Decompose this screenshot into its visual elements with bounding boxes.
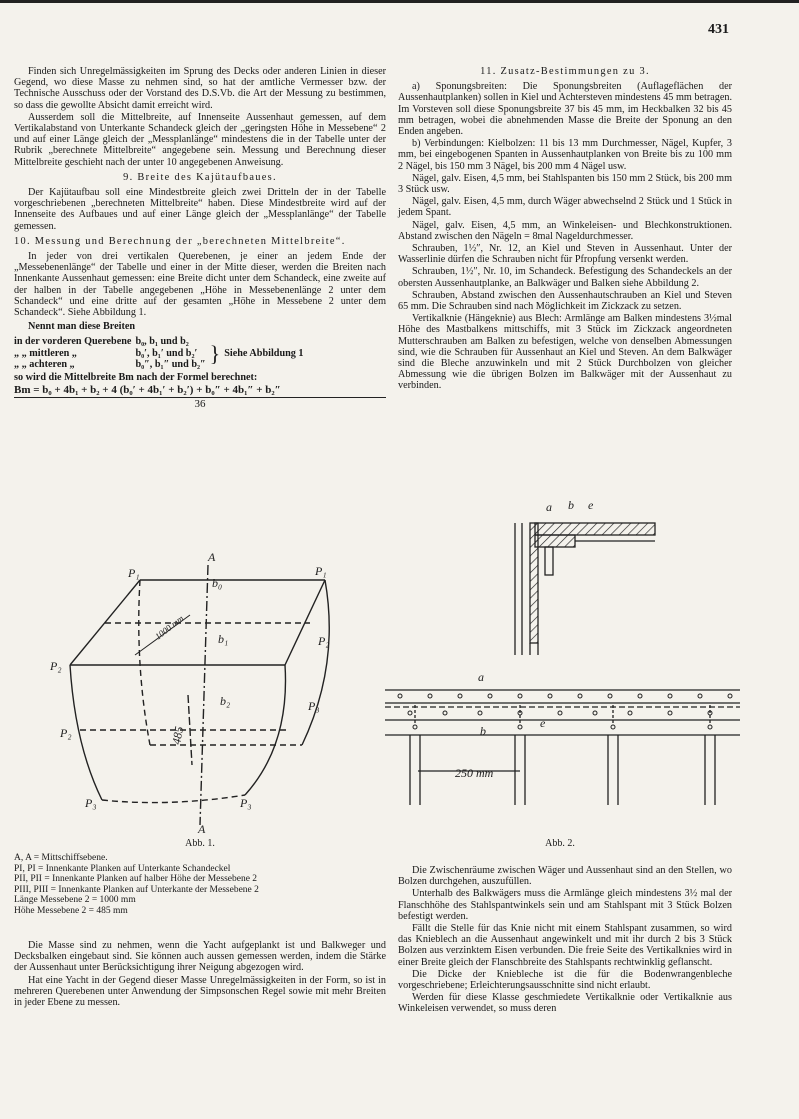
formula-numerator: Bm = b₀ + 4b₁ + b₂ + 4 (b₀′ + 4b₁′ + b₂′) + b₀″ + 4b₁″ + b₂″	[14, 385, 386, 398]
fig1-label-p2-lower: P₂	[60, 726, 72, 740]
fig1-label-p3-left: P₃	[85, 796, 97, 810]
section-9-text: Der Kajütaufbau soll eine Mindestbreite gleich zwei Dritteln der in der Tabelle vorgeschriebenen „berechneten Mittelbreite“ haben. Diese Mindestbreite wird auf der Innenseite des Aufbaues und auf einer Länge gleich der „Messplanlänge“ der Tabelle gemessen.	[14, 187, 386, 232]
nennt-line: Nennt man diese Breiten	[28, 321, 136, 333]
fig1-label-a-bottom: A	[198, 822, 206, 835]
right-paragraph: a) Sponungsbreiten: Die Sponungsbreiten (Auflageflächen der Aussenhautplanken) sollen in Kiel und Achtersteven mindestens 45 mm betragen. Im Vorsteven soll diese Sponungsbreite 37 bis 45 mm, im Heckbalken 32 bis 45 mm betragen, wobei die abnehmenden Masse die Breite der Sponung an den Enden angeben.	[398, 81, 732, 138]
querebene-label: „ „ achteren „	[14, 358, 75, 370]
figure-2-drawing	[370, 495, 760, 835]
legend-line: PII, PII = Innenkante Planken auf halber Höhe der Messebene 2	[14, 874, 258, 885]
left-column	[14, 66, 386, 411]
section-9-title: 9. Breite des Kajütaufbaues.	[123, 171, 277, 183]
figure-2-caption: Abb. 2.	[545, 838, 575, 849]
right-paragraph: b) Verbindungen: Kielbolzen: 11 bis 13 mm Durchmesser, Nägel, Kupfer, 3 mm, bei eingebogenen Spanten in Aussenhautplanken von Breite bis zu 100 mm 2 Nägel, bis 150 mm 3 Nägel, bis 200 mm 4 Nägel usw.	[398, 138, 732, 172]
fig2-label-dim: 250 mm	[455, 766, 494, 780]
right-closing-paragraph: Die Zwischenräume zwischen Wäger und Aussenhaut sind an den Stellen, wo Bolzen durchgehen, auszufüllen.	[398, 865, 732, 888]
legend-line: PIII, PIII = Innenkante Planken auf Unterkante der Messebene 2	[14, 884, 259, 895]
left-closing	[14, 940, 386, 1009]
querebene-values: b₀, b₁ und b₂	[135, 336, 189, 348]
fig1-label-p3-right: P₃	[308, 699, 320, 713]
fig2-label-a-lower: a	[478, 670, 484, 684]
closing-paragraph-2: Hat eine Yacht in der Gegend dieser Masse Unregelmässigkeiten in der Form, so ist in mehreren Querebenen unter Anwendung der Simpsonschen Regel sowie mit mehr Breiten in jeder Ebene zu messen.	[14, 974, 386, 1009]
fig2-label-b-top: b	[568, 498, 574, 512]
right-paragraph: Schrauben, 1½″, Nr. 10, im Schandeck. Befestigung des Schandeckels an der obersten Aussenhautplanke, an Balkwäger und Balken siehe Abbildung 2.	[398, 266, 732, 289]
fig1-label-b2: b₂	[220, 694, 231, 708]
fig1-label-height: 485	[169, 725, 187, 746]
figure-1-caption: Abb. 1.	[185, 838, 215, 849]
querebene-values: b₀′, b₁′ und b₂′	[135, 347, 198, 359]
fig2-label-a-top: a	[546, 500, 552, 514]
section-11-title: 11. Zusatz-Bestimmungen zu 3.	[480, 66, 650, 77]
top-rule	[0, 0, 799, 3]
figure-1-drawing	[40, 545, 360, 835]
fig2-label-b-lower: b	[480, 724, 486, 738]
querebene-values: b₀″, b₁″ und b₂″	[135, 358, 206, 370]
fig1-label-p3-bottom: P₃	[240, 796, 252, 810]
fig1-label-p1-right: P₁	[315, 564, 327, 578]
right-paragraph: Vertikalknie (Hängeknie) aus Blech: Armlänge am Balken mindestens 3½mal Höhe des Mastbalkens mittschiffs, mit 3 Stück im Zickzack angeordneten Mutterschrauben am Balken zu befestigen, welche von denselben Abmessungen sind, wie die Schrauben für Aussenhaut an Kiel und Steven. An dem Balkwäger sind die Bleche anzuwinkeln und mit 2 Stück Durchbolzen von gleicher Abmessung wie die übrigen Bolzen im Balkwäger mit der Aussenhaut zu verbinden.	[398, 313, 732, 392]
fig1-label-p1-left: P₁	[128, 566, 140, 580]
legend-line: Höhe Messebene 2 = 485 mm	[14, 905, 128, 916]
fig1-label-b1: b₁	[218, 632, 229, 646]
legend-line: PI, PI = Innenkante Planken auf Unterkante Schandeckel	[14, 863, 231, 874]
querebene-row	[14, 336, 308, 347]
fig2-label-e-top: e	[588, 498, 594, 512]
siehe-abbildung: Siehe Abbildung 1	[224, 347, 304, 359]
formula-denominator: 36	[194, 398, 206, 411]
right-closing-paragraph: Fällt die Stelle für das Knie nicht mit einem Stahlspant zusammen, so wird das Knieblech an die Aussenhaut angewinkelt und mit ihr durch 2 bis 3 Stück Bolzen aus verzinktem Eisen verbunden. Die freie Seite des Vertikalknies wird in einer Breite gleich der Flanschbreite des Stahlspants rechtwinklig geflanscht.	[398, 923, 732, 968]
section-10-title: 10. Messung und Berechnung der „berechneten Mittelbreite“.	[14, 235, 346, 247]
legend-line: Länge Messebene 2 = 1000 mm	[14, 895, 136, 906]
querebene-label: in der vorderen Querebene	[14, 336, 132, 348]
fig2-label-e-lower: e	[540, 716, 546, 730]
intro-paragraph-1: Finden sich Unregelmässigkeiten im Sprung des Decks oder anderen Linien in dieser Gegend, wo diese Masse zu nehmen sind, so hat der amtliche Vermesser bzw. der Technische Ausschuss oder der Vorstand des D.S.Vb. die Art der Messung zu bestimmen, so dass die gewollte Absicht damit erreicht wird.	[14, 66, 386, 111]
fig1-label-p2-left: P₂	[50, 659, 62, 673]
right-paragraph: Nägel, galv. Eisen, 4,5 mm, an Winkeleisen- und Blechkonstruktionen. Abstand zwischen den Nägeln = 8mal Nageldurchmesser.	[398, 219, 732, 242]
formula-intro: so wird die Mittelbreite Bm nach der Formel berechnet:	[14, 372, 258, 384]
intro-paragraph-2: Ausserdem soll die Mittelbreite, auf Innenseite Aussenhaut gemessen, auf dem Vertikalabstand von Unterkante Schandeck gleich der „geringsten Höhe in Messebene“ 2 und auf einer Länge gleich der „Messplanlänge“ mindestens die in der Tabelle unter der Rubrik „berechnete Mittelbreite“ angegebene sein. Messung und Berechnung dieser Mittelbreite geschieht nach der unter 10 angegebenen Anweisung.	[14, 111, 386, 168]
brace: }	[209, 340, 221, 366]
fig1-label-p2-right: P₂	[318, 634, 330, 648]
fig1-label-length: 1000 mm	[153, 613, 186, 642]
querebenen-table	[14, 336, 308, 370]
page-number: 431	[708, 22, 729, 37]
right-column	[398, 66, 732, 393]
right-paragraph: Nägel, galv. Eisen, 4,5 mm, bei Stahlspanten bis 150 mm 2 Stück, bis 200 mm 3 Stück usw.	[398, 172, 732, 196]
section-10-text: In jeder von drei vertikalen Querebenen, je einer an jedem Ende der „Messebenenlänge“ der Tabelle und einer in der Mitte dieser, werden die Breiten nach Innenkante Aussenhaut gemessen: eine Breite dicht unter dem Schandeck, eine zweite auf der halben in der Tabelle angegebenen „Höhe in Messebenenlänge 2 unter dem Schandeck“ und eine dritte auf der gesamten „Höhe in Messebene 2 unter dem Schandeck“. Siehe Abbildung 1.	[14, 251, 386, 319]
legend-line: A, A = Mittschiffsebene.	[14, 853, 108, 863]
fig1-label-b0: b₀	[212, 576, 223, 590]
closing-paragraph-1: Die Masse sind zu nehmen, wenn die Yacht aufgeplankt ist und Balkweger und Decksbalken eingebaut sind. Sie können auch aussen gemessen werden, indem die Stärke der Aussenhaut unter Berücksichtigung ihrer Neigung abgezogen wird.	[14, 940, 386, 974]
fig1-label-a-top: A	[208, 550, 216, 564]
right-closing-paragraph: Die Dicke der Kniebleche ist die für die Bodenwrangenbleche vorgeschriebene; Erleichterungsausschnitte sind nicht erlaubt.	[398, 968, 732, 992]
figure-1-legend	[14, 853, 386, 917]
right-closing-paragraph: Werden für diese Klasse geschmiedete Vertikalknie oder Vertikalknie aus Winkeleisen verwendet, so muss deren	[398, 992, 732, 1015]
right-paragraph: Nägel, galv. Eisen, 4,5 mm, durch Wäger abwechselnd 2 Stück und 1 Stück in jedem Spant.	[398, 196, 732, 219]
right-paragraph: Schrauben, Abstand zwischen den Aussenhautschrauben an Kiel und Steven 65 mm. Die Schrauben sind nach Möglichkeit im Zickzack zu setzen.	[398, 289, 732, 313]
right-closing-paragraph: Unterhalb des Balkwägers muss die Armlänge gleich mindestens 3½ mal der Flanschhöhe des Stahlspantwinkels sein und am Stahlspant mit 3 Stück Bolzen befestigt werden.	[398, 888, 732, 922]
querebene-label: „ „ mittleren „	[14, 347, 77, 359]
right-closing	[398, 865, 732, 1016]
right-paragraph: Schrauben, 1½″, Nr. 12, an Kiel und Steven in Aussenhaut. Unter der Wasserlinie dürfen die Schrauben nicht für Pfropfung versenkt werden.	[398, 243, 732, 266]
